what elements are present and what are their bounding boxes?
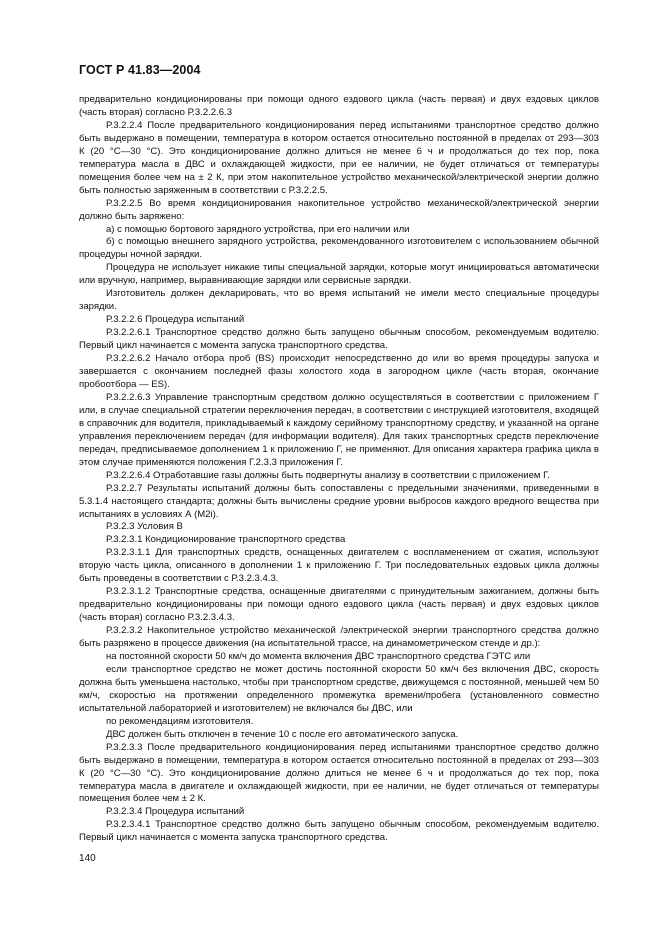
paragraph: а) с помощью бортового зарядного устройства, при его наличии или <box>106 223 410 235</box>
section-heading: Р.3.2.3.1 Кондиционирование транспортного средства <box>106 534 346 546</box>
section-heading: Р.3.2.3 Условия В <box>106 521 183 533</box>
document-body <box>79 94 599 845</box>
paragraph: б) с помощью внешнего зарядного устройства, рекомендованного изготовителем с использованием обычной процедуры ночной зарядки. <box>79 236 599 261</box>
document-header: ГОСТ Р 41.83—2004 <box>79 63 201 77</box>
paragraph: Р.3.2.2.5 Во время кондиционирования накопительное устройство механической/электрической энергии должно быть заряжено: <box>79 197 599 222</box>
paragraph: Р.3.2.3.3 После предварительного кондиционирования перед испытаниями транспортное средство должно быть выдержано в помещении, температура в котором остается относительно постоянной в пределах от 293—303 К (20 °С—30 °С). Это кондиционирование должно длиться не менее 6 ч и продолжаться до тех пор, пока температура масла в двигателе и охлаждающей жидкости, при ее наличии, не будет отличаться от температуры помещения более чем ± 2 К. <box>79 741 599 805</box>
paragraph: Р.3.2.2.7 Результаты испытаний должны быть сопоставлены с предельными значениями, приведенными в 5.3.1.4 настоящего стандарта; должны быть вычислены средние уровни выбросов каждого вредного вещества при испытаниях в условиях А (M2i). <box>79 482 599 520</box>
section-heading: Р.3.2.3.4 Процедура испытаний <box>106 806 245 818</box>
paragraph: Процедура не использует никакие типы специальной зарядки, которые могут инициироваться автоматически или вручную, например, выравнивающие зарядки или сервисные зарядки. <box>79 262 599 287</box>
paragraph: по рекомендациям изготовителя. <box>106 715 254 727</box>
paragraph: ДВС должен быть отключен в течение 10 с после его автоматического запуска. <box>106 728 459 740</box>
paragraph: Р.3.2.3.4.1 Транспортное средство должно быть запущено обычным способом, рекомендуемым водителю. Первый цикл начинается с момента запуска транспортного средства. <box>79 819 599 844</box>
paragraph: Р.3.2.2.6.4 Отработавшие газы должны быть подвергнуты анализу в соответствии с приложением Г. <box>106 469 550 481</box>
paragraph: Р.3.2.3.2 Накопительное устройство механической /электрической энергии транспортного средства должно быть разряжено в процессе движения (на испытательной трассе, на динамометрическом стенде и др.): <box>79 625 599 650</box>
paragraph: Р.3.2.2.6.3 Управление транспортным средством должно осуществляться в соответствии с приложением Г или, в случае специальной стратегии переключения передач, в соответствии с инструкцией изготовителя, входящей в справочник для водителя, прикладываемый к каждому серийному транспортному средству, и указанной на органе управления переключением передач (для информации водителя). Для таких транспортных средств переключение передач, предписываемое дополнением 1 к приложению Г, не применяют. Для описания характера графика цикла в этом случае применяются положения Г.2.3.3 приложения Г. <box>79 391 599 468</box>
paragraph: если транспортное средство не может достичь постоянной скорости 50 км/ч без включения ДВС, скорость должна быть уменьшена настолько, чтобы при транспортном средстве, движущемся с постоянной, меньшей чем 50 км/ч, скоростью на протяжении определенного промежутка времени/пробега (установленного совместно испытательной лабораторией и изготовителем) не включался бы ДВС, или <box>79 663 599 714</box>
section-heading: Р.3.2.2.6 Процедура испытаний <box>106 314 245 326</box>
paragraph: Изготовитель должен декларировать, что во время испытаний не имели место специальные процедуры зарядки. <box>79 288 599 313</box>
paragraph: на постоянной скорости 50 км/ч до момента включения ДВС транспортного средства ГЭТС или <box>106 650 531 662</box>
paragraph: Р.3.2.2.6.1 Транспортное средство должно быть запущено обычным способом, рекомендуемым водителю. Первый цикл начинается с момента запуска транспортного средства. <box>79 327 599 352</box>
paragraph: Р.3.2.2.4 После предварительного кондиционирования перед испытаниями транспортное средство должно быть выдержано в помещении, температура в котором остается относительно постоянной в пределах от 293—303 К (20 °С—30 °С). Это кондиционирование должно длиться не менее 6 ч и продолжаться до тех пор, пока температура масла в ДВС и охлаждающей жидкости, при ее наличии, не будет отличаться от температуры помещения более чем на ± 2 К, при этом накопительное устройство механической/электрической энергии должно быть полностью заряженным в соответствии с Р.3.2.2.5. <box>79 119 599 196</box>
page-number: 140 <box>79 853 96 864</box>
paragraph: Р.3.2.3.1.2 Транспортные средства, оснащенные двигателями с принудительным зажиганием, должны быть предварительно кондиционированы при помощи одного ездового цикла (часть первая) и двух ездовых циклов (часть вторая) согласно Р.3.2.3.4.3. <box>79 586 599 624</box>
paragraph: Р.3.2.2.6.2 Начало отбора проб (BS) происходит непосредственно до или во время процедуры запуска и завершается с окончанием последней фазы холостого хода в загородном цикле (часть вторая, окончание пробоотбора — ES). <box>79 353 599 390</box>
paragraph: Р.3.2.3.1.1 Для транспортных средств, оснащенных двигателем с воспламенением от сжатия, используют вторую часть цикла, описанного в дополнении 1 к приложению Г. Три последовательных ездовых цикла должны быть проведены в соответствии с Р.3.2.3.4.3. <box>79 547 599 585</box>
paragraph: предварительно кондиционированы при помощи одного ездового цикла (часть первая) и двух ездовых циклов (часть вторая) согласно Р.3.2.2.6.3 <box>79 94 599 118</box>
